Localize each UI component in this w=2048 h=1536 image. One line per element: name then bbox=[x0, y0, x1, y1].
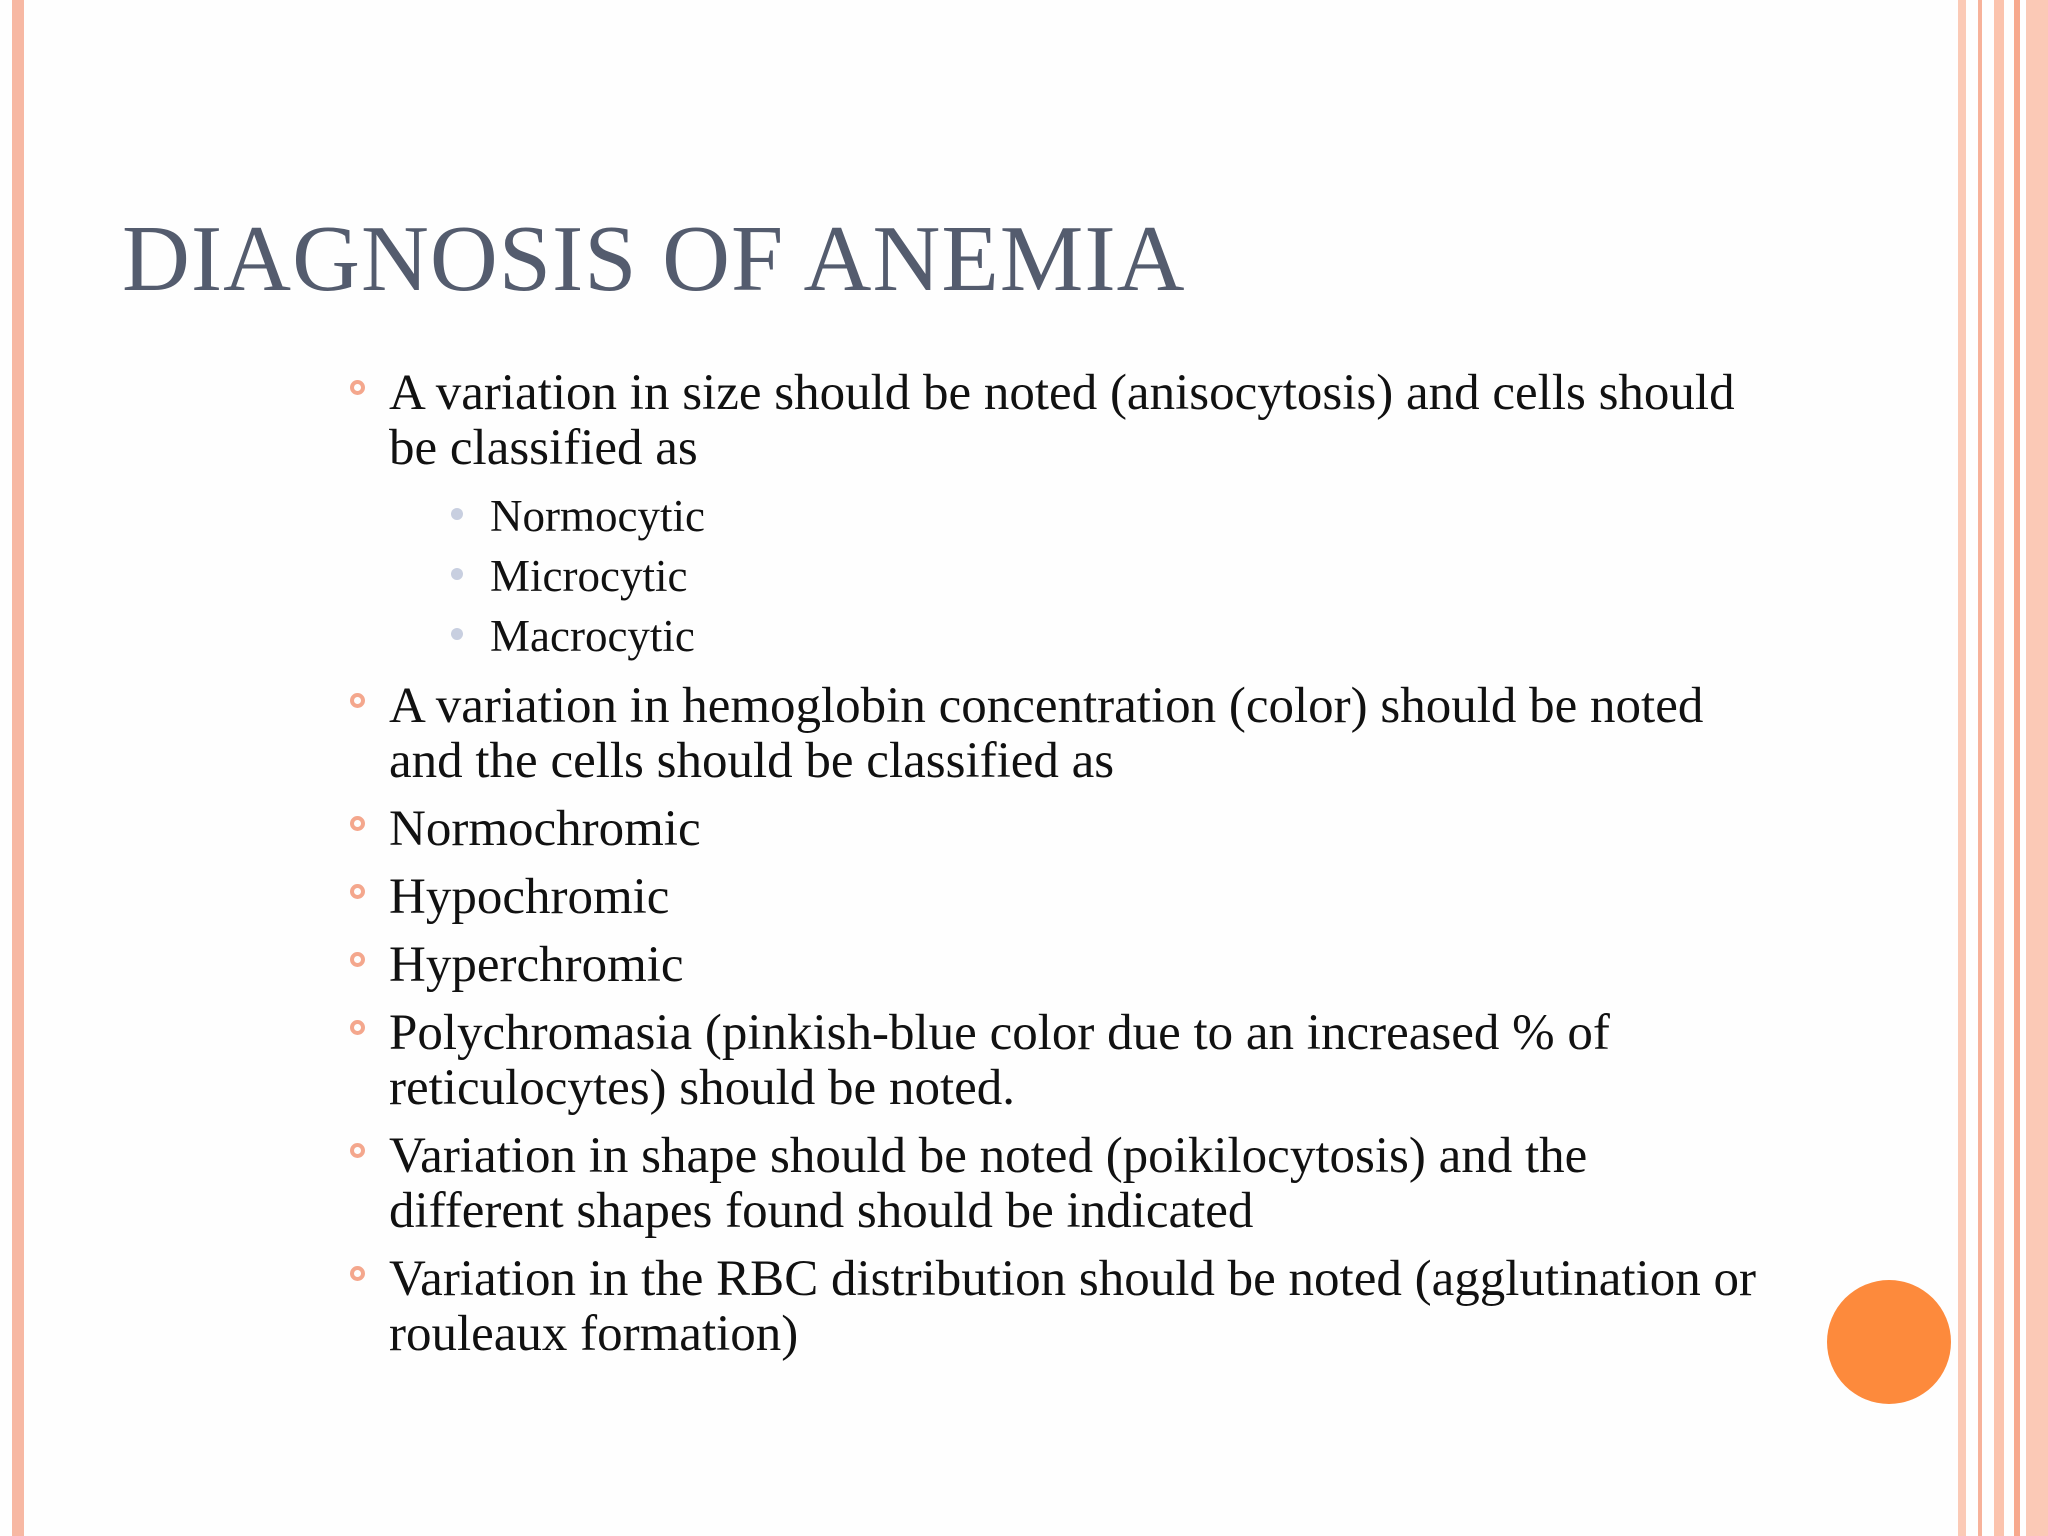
bullet-text: Polychromasia (pinkish-blue color due to an increased % of reticulocytes) should be noted. bbox=[389, 1005, 1610, 1116]
right-stripe bbox=[2014, 0, 2020, 1536]
bullet-text: Hyperchromic bbox=[389, 937, 684, 993]
dot-bullet-icon bbox=[451, 568, 463, 580]
sub-bullet-list bbox=[389, 486, 1770, 666]
right-stripe bbox=[1978, 0, 1982, 1536]
circle-bullet-icon bbox=[350, 1143, 365, 1158]
bullet-item bbox=[350, 938, 1770, 993]
sub-bullet-item bbox=[389, 486, 1770, 546]
right-stripe bbox=[2026, 0, 2048, 1536]
bullet-text: Variation in the RBC distribution should be noted (agglutination or rouleaux formation) bbox=[389, 1251, 1756, 1362]
right-stripe bbox=[1958, 0, 1966, 1536]
circle-bullet-icon bbox=[350, 816, 365, 831]
circle-bullet-icon bbox=[350, 952, 365, 967]
bullet-text: A variation in size should be noted (anisocytosis) and cells should be classified as bbox=[389, 365, 1735, 476]
bullet-text: Variation in shape should be noted (poikilocytosis) and the different shapes found should be indicated bbox=[389, 1128, 1588, 1239]
bullet-item bbox=[350, 1006, 1770, 1116]
bullet-text: Normochromic bbox=[389, 801, 701, 857]
bullet-text: Hypochromic bbox=[389, 869, 670, 925]
circle-bullet-icon bbox=[350, 1266, 365, 1281]
circle-bullet-icon bbox=[350, 884, 365, 899]
accent-circle-decoration bbox=[1827, 1280, 1951, 1404]
right-stripe bbox=[1994, 0, 2004, 1536]
circle-bullet-icon bbox=[350, 380, 365, 395]
left-border bbox=[12, 0, 24, 1536]
bullet-item bbox=[350, 1129, 1770, 1239]
sub-bullet-text: Normocytic bbox=[490, 491, 705, 541]
bullet-text: A variation in hemoglobin concentration (color) should be noted and the cells should be classified as bbox=[389, 678, 1704, 789]
sub-bullet-text: Microcytic bbox=[490, 551, 688, 601]
slide-title: DIAGNOSIS OF ANEMIA bbox=[122, 207, 1186, 311]
sub-bullet-item bbox=[389, 546, 1770, 606]
bullet-item bbox=[350, 870, 1770, 925]
sub-bullet-item bbox=[389, 606, 1770, 666]
sub-bullet-text: Macrocytic bbox=[490, 611, 695, 661]
bullet-item bbox=[350, 1252, 1770, 1362]
circle-bullet-icon bbox=[350, 1020, 365, 1035]
bullet-list bbox=[350, 366, 1770, 1375]
bullet-item bbox=[350, 679, 1770, 789]
dot-bullet-icon bbox=[451, 628, 463, 640]
bullet-item bbox=[350, 802, 1770, 857]
dot-bullet-icon bbox=[451, 508, 463, 520]
circle-bullet-icon bbox=[350, 693, 365, 708]
bullet-item bbox=[350, 366, 1770, 666]
